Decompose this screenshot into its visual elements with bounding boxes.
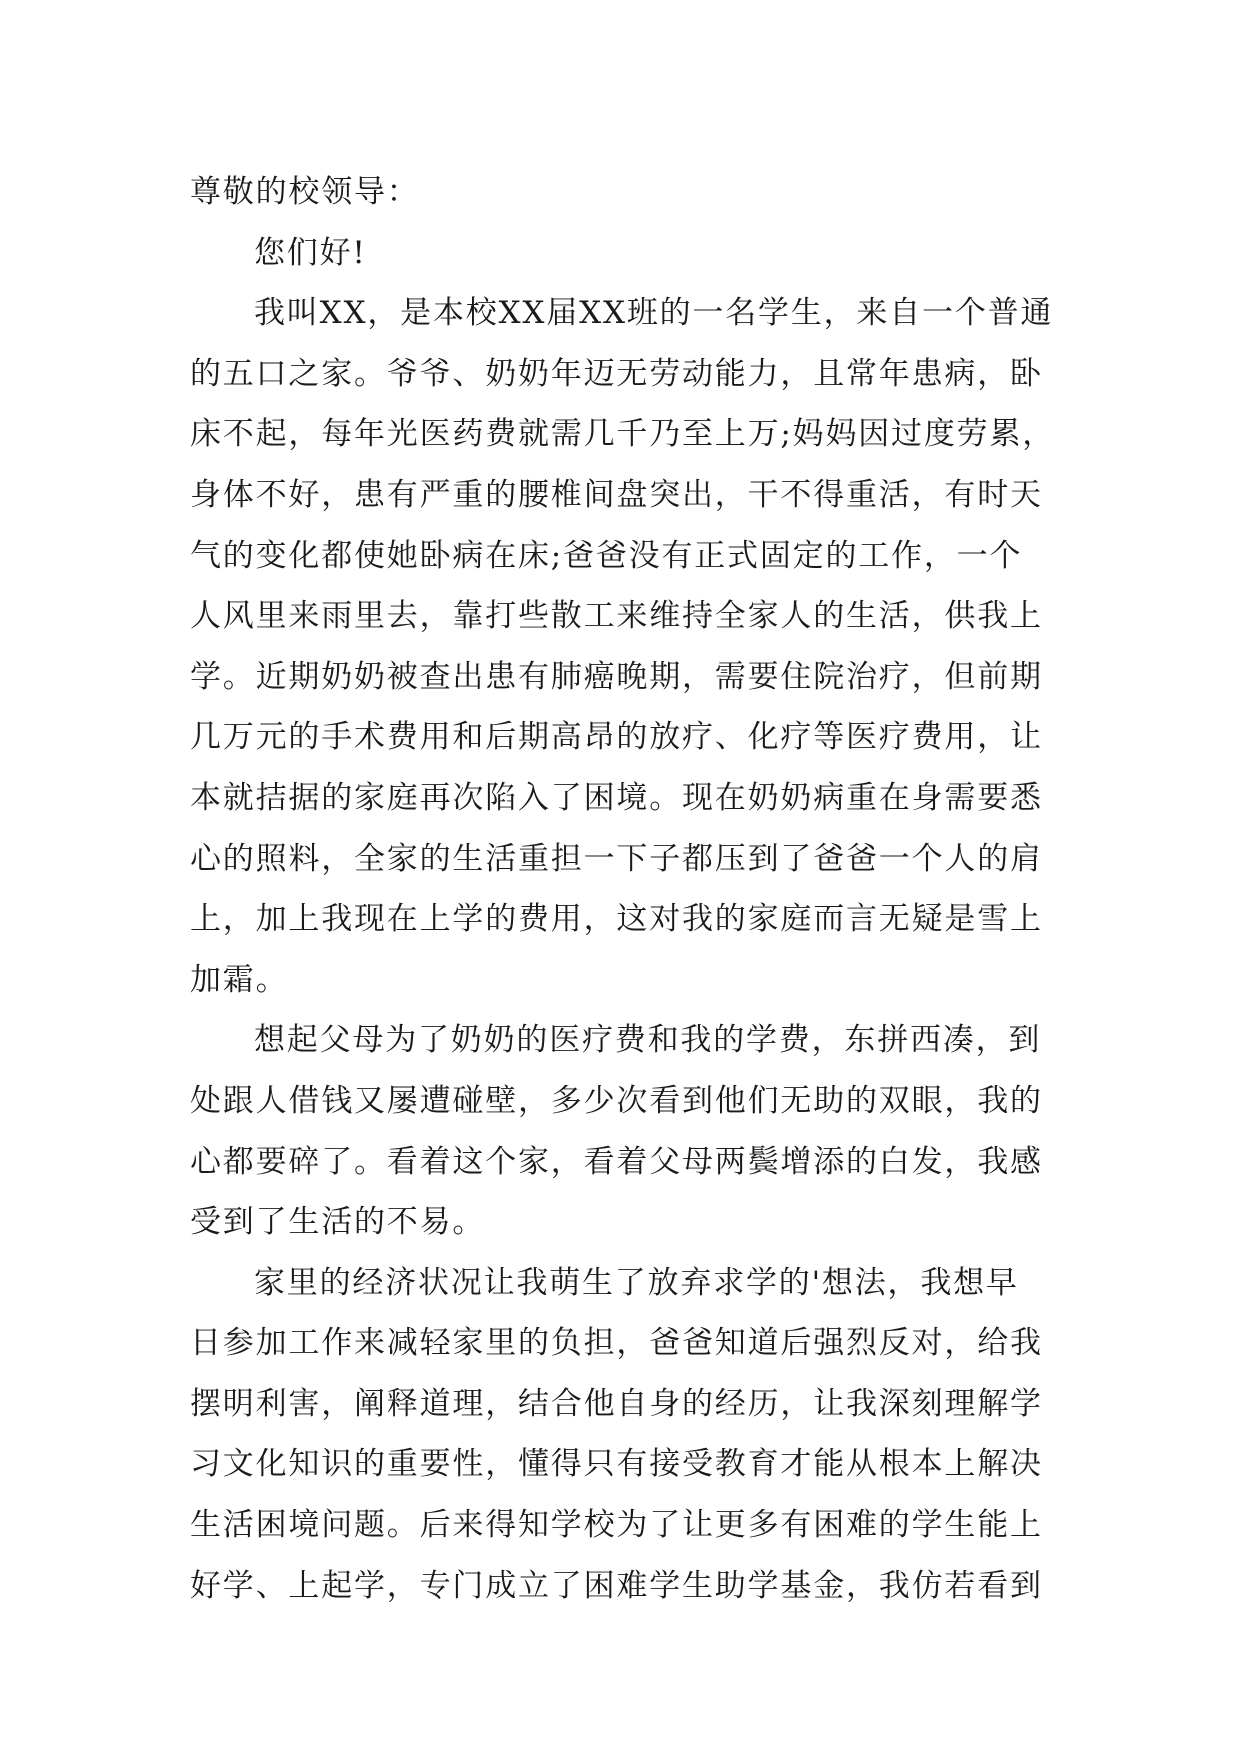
text-line: 受到了生活的不易。 xyxy=(190,1204,486,1241)
salutation: 尊敬的校领导： xyxy=(190,174,420,210)
text-line: 的五口之家。爷爷、奶奶年迈无劳动能力，且常年患病，卧 xyxy=(190,355,1043,392)
greeting: 您们好! xyxy=(254,234,367,271)
text-line: 人风里来雨里去，靠打些散工来维持全家人的生活，供我上 xyxy=(190,598,1043,635)
text-line: 想起父母为了奶奶的医疗费和我的学费，东拼西凑，到 xyxy=(254,1022,1042,1059)
text-line: 我叫XX，是本校XX届XX班的一名学生，来自一个普通 xyxy=(254,295,1054,332)
text-line: 日参加工作来减轻家里的负担，爸爸知道后强烈反对，给我 xyxy=(190,1325,1043,1362)
text-line: 好学、上起学，专门成立了困难学生助学基金，我仿若看到 xyxy=(190,1567,1043,1604)
text-line: 心都要碎了。看着这个家，看着父母两鬓增添的白发，我感 xyxy=(190,1143,1043,1180)
text-line: 身体不好，患有严重的腰椎间盘突出，干不得重活，有时天 xyxy=(190,476,1043,513)
text-line: 床不起，每年光医药费就需几千乃至上万;妈妈因过度劳累， xyxy=(190,416,1056,453)
text-line: 习文化知识的重要性，懂得只有接受教育才能从根本上解决 xyxy=(190,1446,1043,1483)
text-line: 摆明利害，阐释道理，结合他自身的经历，让我深刻理解学 xyxy=(190,1385,1043,1422)
text-line: 家里的经济状况让我萌生了放弃求学的'想法，我想早 xyxy=(254,1264,1019,1301)
text-line: 处跟人借钱又屡遭碰壁，多少次看到他们无助的双眼，我的 xyxy=(190,1082,1043,1119)
text-line: 加霜。 xyxy=(190,961,289,998)
text-line: 上，加上我现在上学的费用，这对我的家庭而言无疑是雪上 xyxy=(190,901,1043,938)
text-line: 本就拮据的家庭再次陷入了困境。现在奶奶病重在身需要悉 xyxy=(190,779,1043,816)
text-line: 生活困境问题。后来得知学校为了让更多有困难的学生能上 xyxy=(190,1507,1043,1544)
text-line: 学。近期奶奶被查出患有肺癌晚期，需要住院治疗，但前期 xyxy=(190,658,1043,695)
text-line: 气的变化都使她卧病在床;爸爸没有正式固定的工作，一个 xyxy=(190,537,1023,574)
letter-body xyxy=(190,162,1058,1616)
text-line: 几万元的手术费用和后期高昂的放疗、化疗等医疗费用，让 xyxy=(190,719,1043,756)
text-line: 心的照料，全家的生活重担一下子都压到了爸爸一个人的肩 xyxy=(190,840,1043,877)
